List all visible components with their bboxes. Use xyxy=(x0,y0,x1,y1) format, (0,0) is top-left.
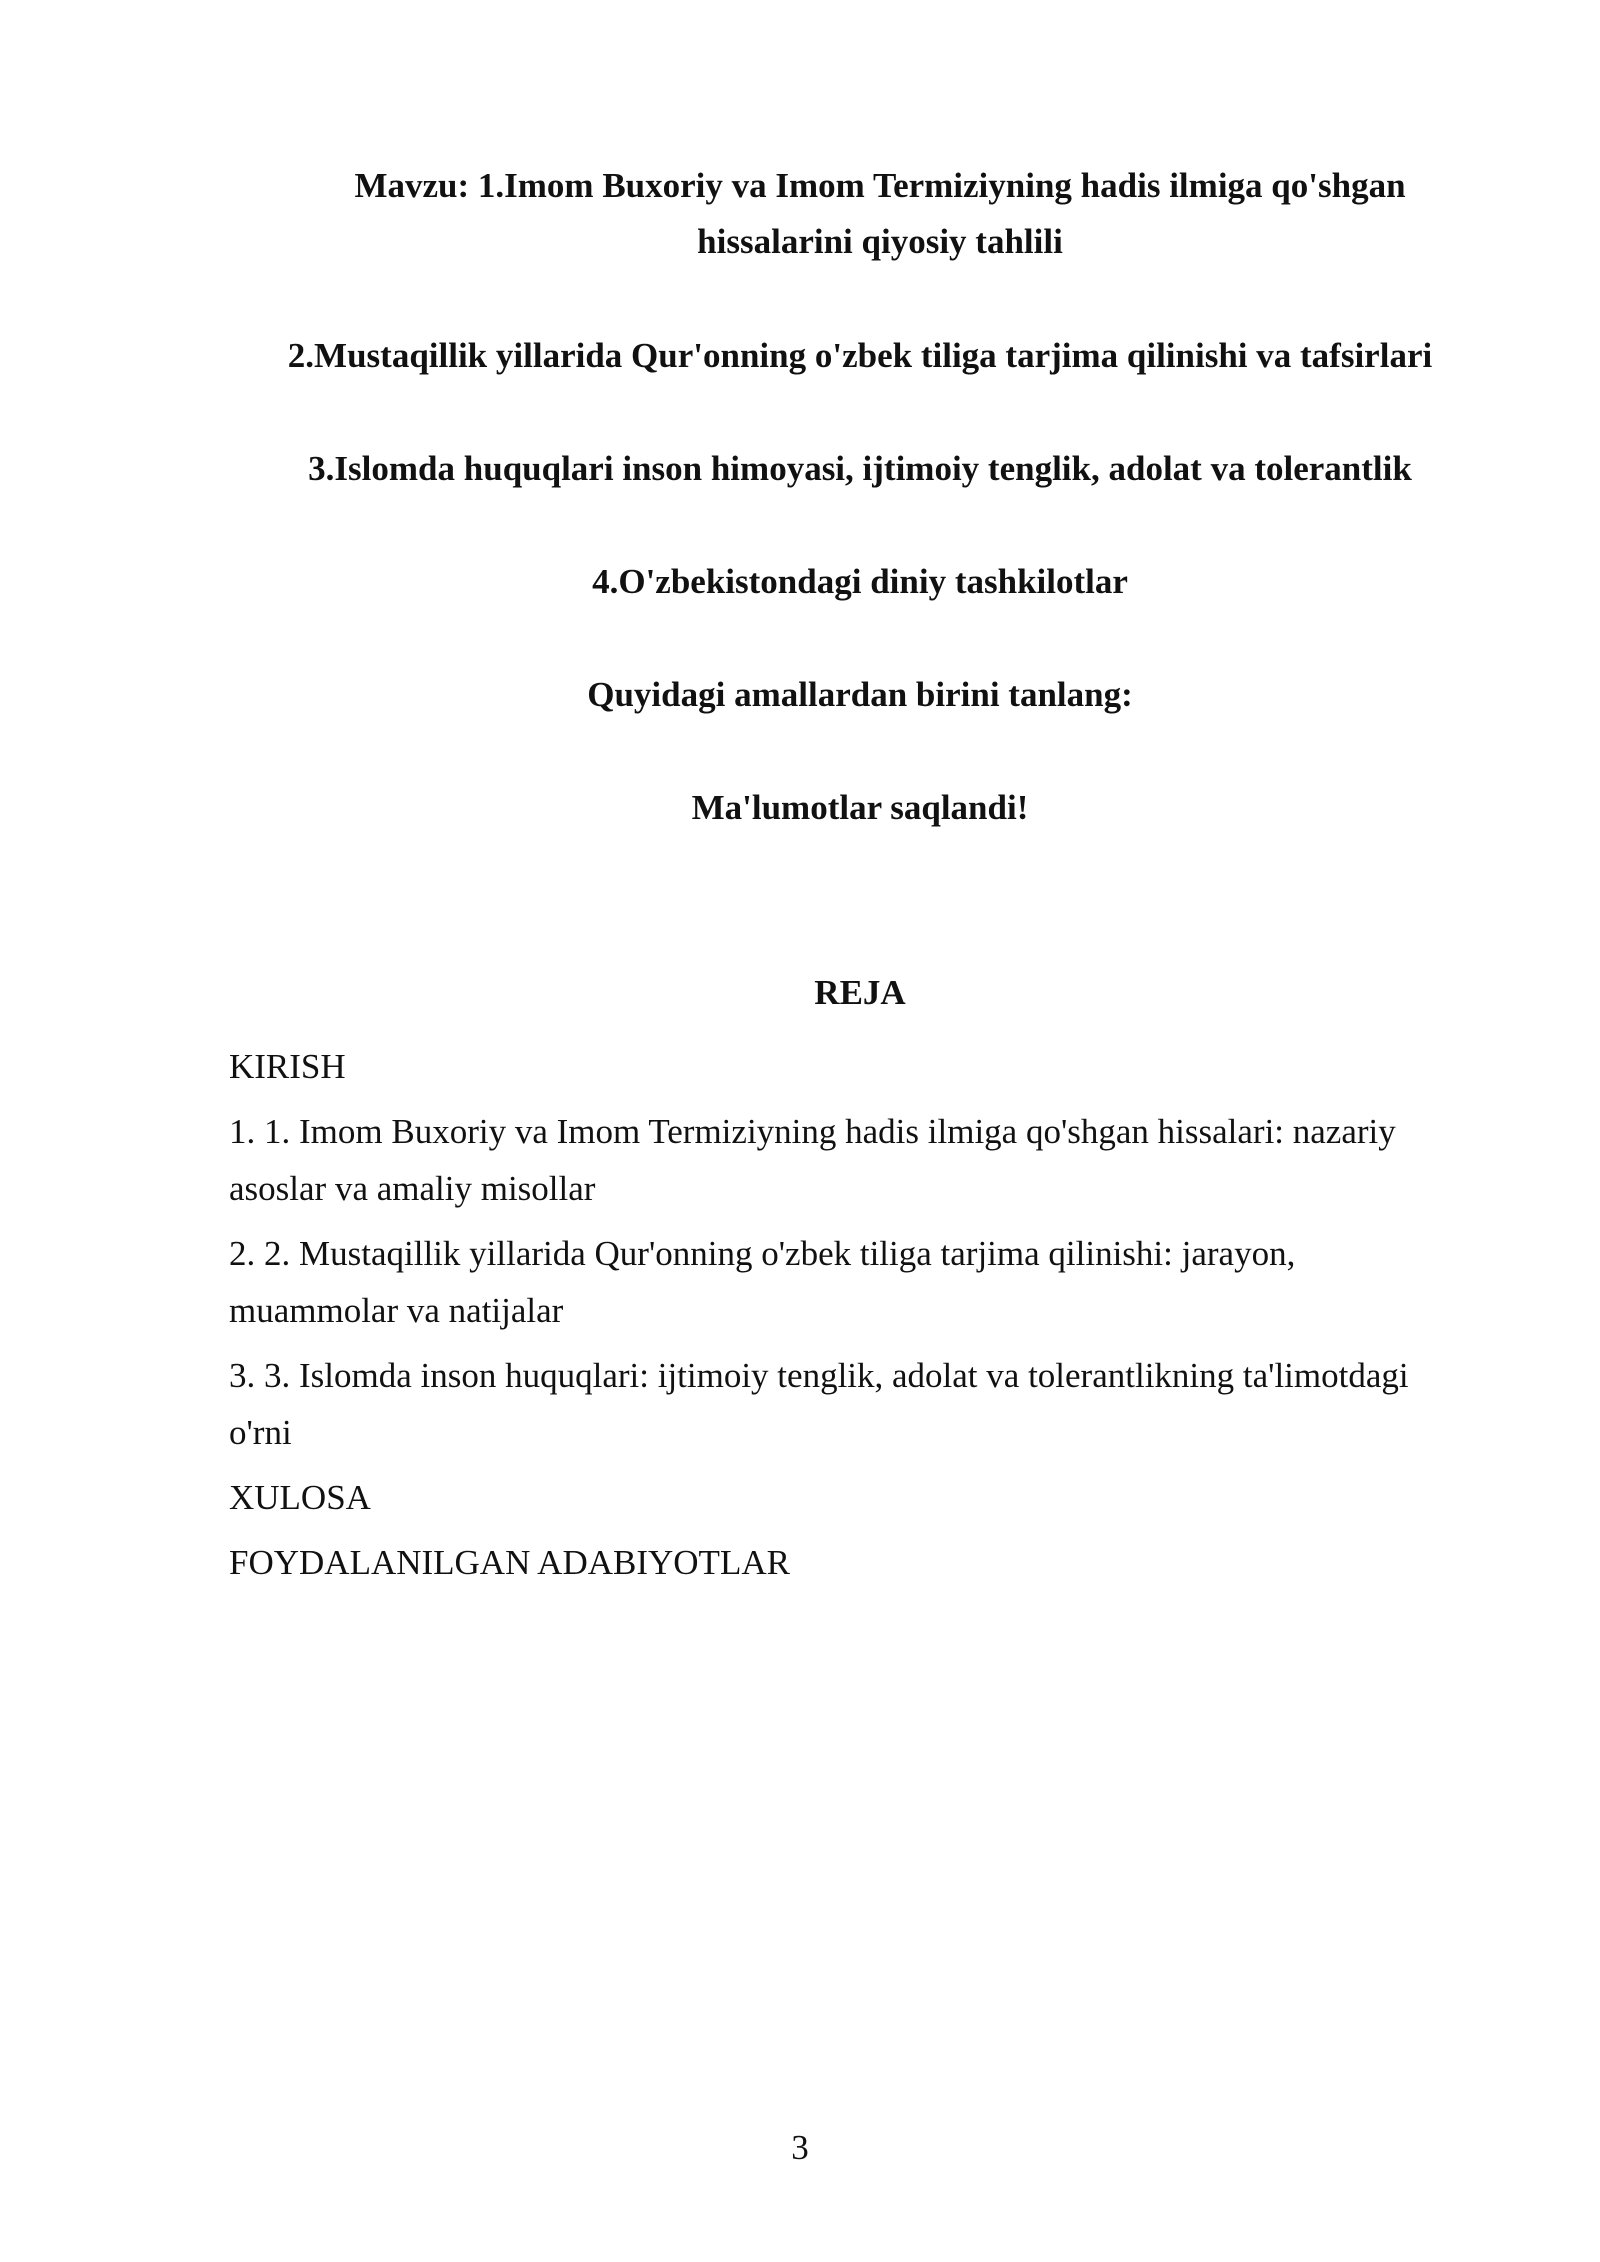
topic-1-line-1: Mavzu: 1.Imom Buxoriy va Imom Termiziyning hadis ilmiga qo'shgan xyxy=(354,166,1406,205)
topic-4-heading: 4.O'zbekistondagi diniy tashkilotlar xyxy=(592,562,1128,601)
plan-item-references: FOYDALANILGAN ADABIYOTLAR xyxy=(229,1543,790,1582)
topic-1-heading xyxy=(280,158,1480,270)
topic-3-heading: 3.Islomda huquqlari inson himoyasi, ijtimoiy tenglik, adolat va tolerantlik xyxy=(308,449,1412,488)
topic-1-line-2: hissalarini qiyosiy tahlili xyxy=(697,222,1063,261)
page-number: 3 xyxy=(791,2128,809,2167)
plan-item-1: 1. 1. Imom Buxoriy va Imom Termiziyning hadis ilmiga qo'shgan hissalari: nazariy asoslar va amaliy misollar xyxy=(229,1112,1396,1208)
plan-item-2: 2. 2. Mustaqillik yillarida Qur'onning o'zbek tiliga tarjima qilinishi: jarayon, muammolar va natijalar xyxy=(229,1234,1296,1330)
plan-list xyxy=(229,1038,1429,1599)
plan-item-conclusion: XULOSA xyxy=(229,1478,371,1517)
topic-2-heading: 2.Mustaqillik yillarida Qur'onning o'zbek tiliga tarjima qilinishi va tafsirlari xyxy=(287,336,1433,375)
status-message: Ma'lumotlar saqlandi! xyxy=(691,788,1029,827)
plan-item-3: 3. 3. Islomda inson huquqlari: ijtimoiy tenglik, adolat va tolerantlikning ta'limotdagi o'rni xyxy=(229,1356,1409,1452)
prompt-text: Quyidagi amallardan birini tanlang: xyxy=(587,675,1133,714)
plan-item-introduction: KIRISH xyxy=(229,1047,346,1086)
plan-title: REJA xyxy=(814,973,906,1012)
